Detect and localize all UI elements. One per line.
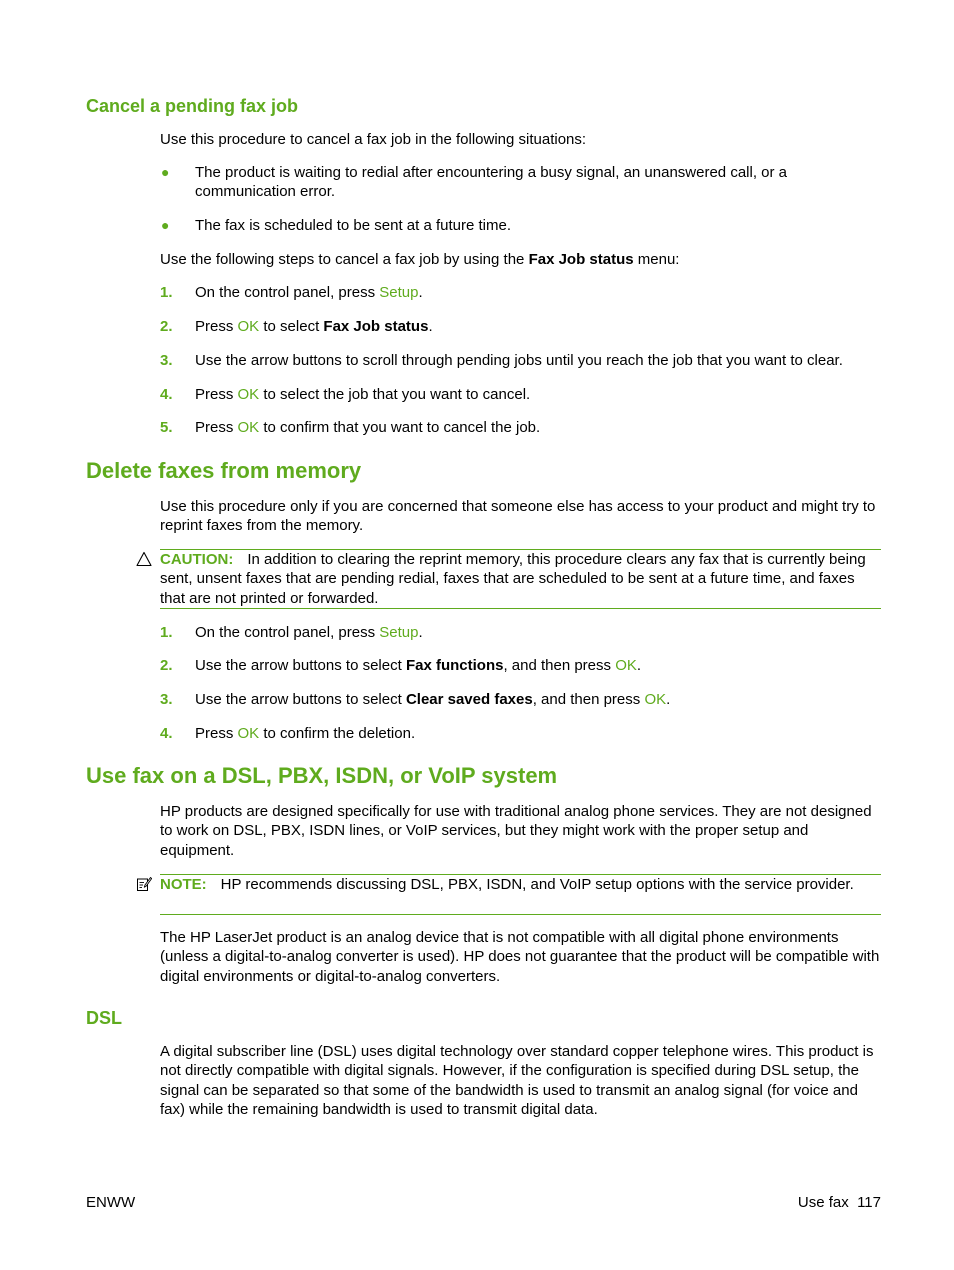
bullet-dot: ● xyxy=(161,217,170,233)
section-heading-cancel: Cancel a pending fax job xyxy=(86,96,299,116)
sub-heading-dsl: DSL xyxy=(86,1008,122,1028)
step-text: Use the arrow buttons to scroll through pending jobs until you reach the job that you want to clear. xyxy=(195,352,843,369)
step-number: 1. xyxy=(160,284,173,301)
step-text: Press OK to select the job that you want to cancel. xyxy=(195,386,531,403)
delete-intro: Use this procedure only if you are concerned that someone else has access to your product and might try to reprint faxes from the memory. xyxy=(160,498,876,535)
section-heading-dsl-pbx: Use fax on a DSL, PBX, ISDN, or VoIP system xyxy=(86,763,558,788)
step-number: 5. xyxy=(160,419,173,436)
section-heading-delete: Delete faxes from memory xyxy=(86,458,362,483)
bullet-item: The product is waiting to redial after encountering a busy signal, an unanswered call, or a communication error. xyxy=(195,164,788,201)
caution-triangle-icon xyxy=(136,551,152,567)
bullet-item: The fax is scheduled to be sent at a future time. xyxy=(195,217,512,234)
step-number: 1. xyxy=(160,624,173,641)
footer-section: Use fax xyxy=(797,1194,849,1211)
step-text: Press OK to select Fax Job status. xyxy=(195,318,433,335)
step-text: Press OK to confirm the deletion. xyxy=(195,725,416,742)
step-text: On the control panel, press Setup. xyxy=(195,624,423,641)
cancel-steps-intro: Use the following steps to cancel a fax job by using the Fax Job status menu: xyxy=(160,251,680,268)
note-label: NOTE: xyxy=(160,876,207,893)
dsl-para-2: The HP LaserJet product is an analog device that is not compatible with all digital phone environments (unless a digital-to-analog converter is used). HP does not guarantee that the product will be compatible with digital environments or digital-to-analog converters. xyxy=(160,929,880,985)
note-pencil-icon xyxy=(136,876,152,892)
step-text: Use the arrow buttons to select Clear saved faxes, and then press OK. xyxy=(195,691,671,708)
step-number: 2. xyxy=(160,657,173,674)
step-number: 3. xyxy=(160,691,173,708)
caution-bottom-rule xyxy=(160,608,881,609)
note-bottom-rule xyxy=(160,914,881,915)
dsl-intro: HP products are designed specifically for use with traditional analog phone services. They are not designed to work on DSL, PBX, ISDN lines, or VoIP services, but they might work with the proper setup and equipment. xyxy=(160,803,872,859)
dsl-sub-para: A digital subscriber line (DSL) uses digital technology over standard copper telephone wires. This product is not directly compatible with digital signals. However, if the configuration is specified during DSL setup, the signal can be separated so that some of the bandwidth is used to transmit an analog signal (for voice and fax) while the remaining bandwidth is used to transmit digital data. xyxy=(160,1043,874,1119)
step-text: Use the arrow buttons to select Fax functions, and then press OK. xyxy=(195,657,642,674)
cancel-intro: Use this procedure to cancel a fax job in the following situations: xyxy=(160,131,587,148)
page-number: 117 xyxy=(857,1194,881,1211)
note-box: NOTE: HP recommends discussing DSL, PBX, ISDN, and VoIP setup options with the service provider. xyxy=(160,876,854,893)
bullet-dot: ● xyxy=(161,164,170,180)
footer-right xyxy=(798,1193,881,1212)
step-number: 4. xyxy=(160,725,173,742)
footer-left: ENWW xyxy=(86,1194,136,1211)
caution-note: CAUTION: In addition to clearing the reprint memory, this procedure clears any fax that is currently being sent, unsent faxes that are pending redial, faxes that are scheduled to be sent at a future time, and faxes that are not printed or forwarded. xyxy=(160,551,866,607)
step-number: 3. xyxy=(160,352,173,369)
step-number: 2. xyxy=(160,318,173,335)
step-text: Press OK to confirm that you want to cancel the job. xyxy=(195,419,541,436)
caution-label: CAUTION: xyxy=(160,551,234,568)
step-text: On the control panel, press Setup. xyxy=(195,284,423,301)
step-number: 4. xyxy=(160,386,173,403)
